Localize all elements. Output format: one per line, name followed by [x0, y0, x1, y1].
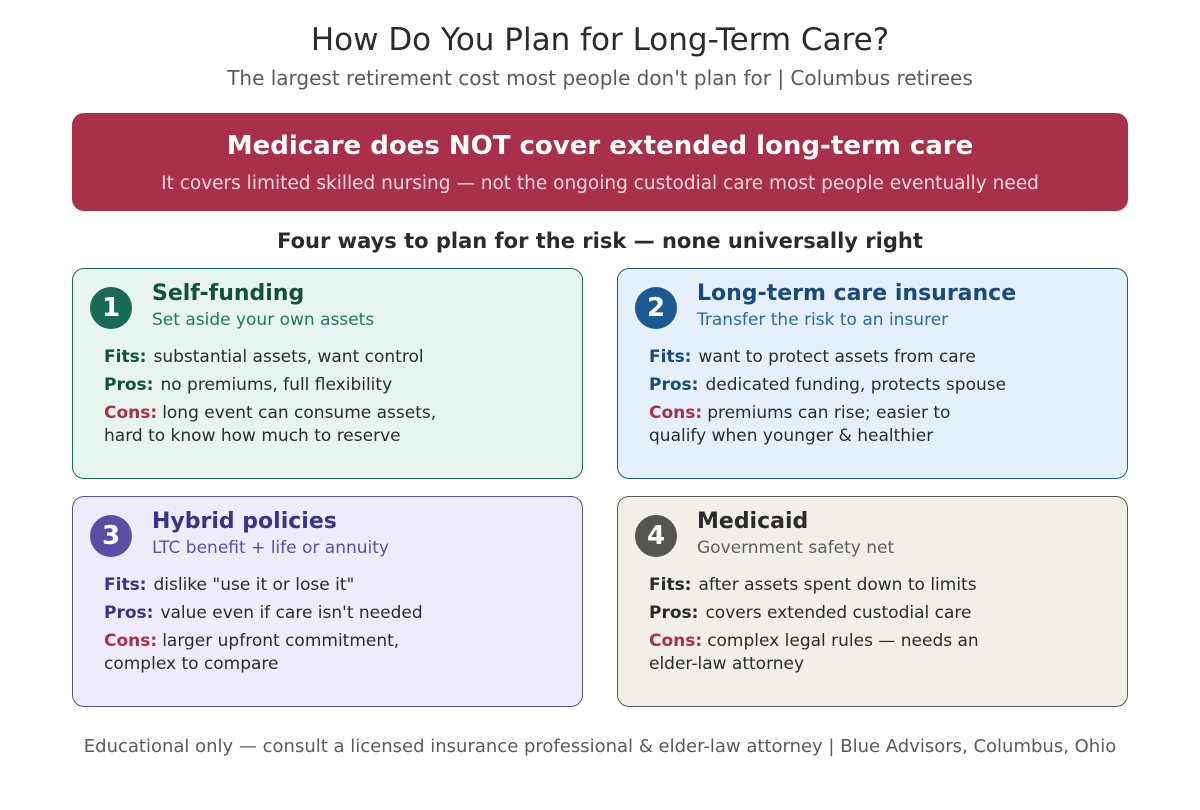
- fits-label: Fits:: [104, 575, 147, 595]
- option-title: Long-term care insurance: [697, 281, 1017, 306]
- option-number-badge: 2: [635, 287, 677, 329]
- cons-text: premiums can rise; easier to: [707, 403, 951, 423]
- pros-label: Pros:: [649, 603, 699, 623]
- option-number-badge: 3: [90, 515, 132, 557]
- option-card-self-funding: [72, 268, 583, 479]
- pros-row: [649, 374, 1006, 397]
- option-subtitle: Transfer the risk to an insurer: [697, 310, 949, 330]
- pros-row: [104, 374, 392, 397]
- disclaimer-footer: Educational only — consult a licensed insurance professional & elder-law attorney | Blue Advisors, Columbus, Ohio: [83, 736, 1117, 757]
- pros-row: [649, 602, 971, 625]
- option-title: Medicaid: [697, 509, 809, 534]
- pros-label: Pros:: [104, 603, 154, 623]
- page-title: How Do You Plan for Long-Term Care?: [310, 22, 890, 58]
- cons-text-continued: elder-law attorney: [649, 654, 805, 674]
- fits-row: [649, 346, 976, 369]
- pros-text: value even if care isn't needed: [160, 603, 423, 623]
- cons-row: [649, 402, 950, 425]
- cons-row: [104, 402, 436, 425]
- option-title: Hybrid policies: [152, 509, 337, 534]
- pros-row: [104, 602, 423, 625]
- cons-label: Cons:: [649, 631, 703, 651]
- option-card-hybrid-policies: [72, 496, 583, 707]
- section-heading: Four ways to plan for the risk — none universally right: [277, 229, 923, 253]
- cons-row: [104, 630, 399, 653]
- cons-text-continued: hard to know how much to reserve: [104, 426, 401, 446]
- fits-text: after assets spent down to limits: [698, 575, 977, 595]
- fits-row: [649, 574, 977, 597]
- fits-label: Fits:: [104, 347, 147, 367]
- option-title: Self-funding: [152, 281, 305, 306]
- cons-label: Cons:: [649, 403, 703, 423]
- cons-label: Cons:: [104, 631, 158, 651]
- fits-row: [104, 346, 424, 369]
- cons-text-continued: complex to compare: [104, 654, 279, 674]
- option-card-medicaid: [617, 496, 1128, 707]
- fits-label: Fits:: [649, 347, 692, 367]
- fits-text: want to protect assets from care: [698, 347, 976, 367]
- banner-subtext: It covers limited skilled nursing — not the ongoing custodial care most people eventually need: [161, 173, 1039, 194]
- cons-row: [649, 630, 979, 653]
- option-card-ltc-insurance: [617, 268, 1128, 479]
- banner-heading: Medicare does NOT cover extended long-term care: [226, 131, 974, 161]
- pros-label: Pros:: [104, 375, 154, 395]
- option-subtitle: Set aside your own assets: [152, 310, 375, 330]
- medicare-warning-banner: [72, 113, 1128, 211]
- pros-text: dedicated funding, protects spouse: [705, 375, 1007, 395]
- cons-text-continued: qualify when younger & healthier: [649, 426, 934, 446]
- fits-label: Fits:: [649, 575, 692, 595]
- pros-text: no premiums, full flexibility: [160, 375, 393, 395]
- cons-text: complex legal rules — needs an: [707, 631, 979, 651]
- cons-label: Cons:: [104, 403, 158, 423]
- page-subtitle: The largest retirement cost most people don't plan for | Columbus retirees: [227, 66, 973, 90]
- cons-text: long event can consume assets,: [162, 403, 437, 423]
- option-number-badge: 1: [90, 287, 132, 329]
- option-subtitle: Government safety net: [697, 538, 895, 558]
- fits-text: substantial assets, want control: [153, 347, 424, 367]
- fits-text: dislike "use it or lose it": [153, 575, 355, 595]
- cons-text: larger upfront commitment,: [162, 631, 400, 651]
- pros-text: covers extended custodial care: [705, 603, 972, 623]
- option-subtitle: LTC benefit + life or annuity: [152, 538, 389, 558]
- option-number-badge: 4: [635, 515, 677, 557]
- fits-row: [104, 574, 354, 597]
- pros-label: Pros:: [649, 375, 699, 395]
